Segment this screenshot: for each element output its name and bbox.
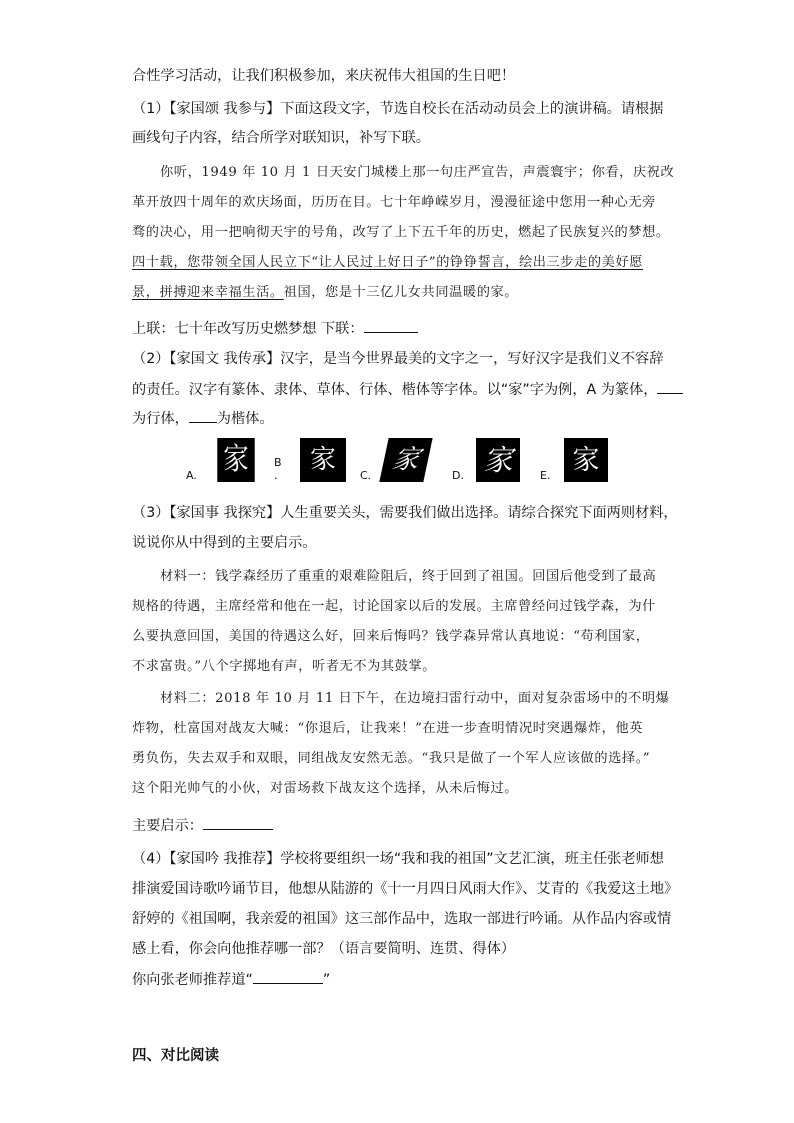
q1-prompt-line-2: 画线句子内容，结合所学对联知识，补写下联。 (132, 130, 430, 146)
inspiration-prefix: 主要启示： (132, 818, 203, 834)
q2-prompt-line-1: （2）【家国文 我传承】汉字，是当今世界最美的文字之一，写好汉字是我们义不容辞 (132, 351, 664, 367)
intro-line: 合性学习活动，让我们积极参加，来庆祝伟大祖国的生日吧！ (132, 68, 516, 84)
couplet-prefix: 上联：七十年改写历史燃梦想 下联： (132, 321, 364, 337)
q2-prompt-line-3 (132, 408, 274, 429)
material2-line-4: 这个阳光帅气的小伙，对雷场救下战友这个选择，从未后悔过。 (132, 781, 519, 796)
material1-line-4: 不求富贵。”八个字掷地有声，听者无不为其鼓掌。 (132, 659, 437, 674)
q1-answer-line (132, 318, 418, 339)
material1-line-1: 材料一：钱学森经历了重重的艰难险阻后，终于回到了祖国。回国后他受到了最高 (160, 569, 657, 584)
seal-script-glyph: 家 (217, 438, 254, 482)
clerical-script-glyph: 家 (300, 438, 346, 482)
option-d-label: D. (452, 469, 464, 482)
section-heading: 四、对比阅读 (132, 1048, 219, 1064)
speech-line-5 (132, 283, 518, 303)
regular-script-glyph: 家 (564, 438, 608, 482)
material2-line-2: 炸物，杜富国对战友大喊：“你退后，让我来！”在进一步查明情况时突遇爆炸，他英 (132, 721, 644, 736)
material1-line-3: 么要执意回国，美国的待遇这么好，回来后悔吗？钱学森异常认真地说：“苟利国家， (132, 629, 650, 644)
cursive-script-glyph: 家 (379, 438, 432, 482)
speech-underlined-segment: 景，拼搏迎来幸福生活。 (132, 285, 284, 300)
q2-line3-end: 为楷体。 (216, 411, 274, 427)
q4-prompt-line-4: 感上看，你会向他推荐哪一部？（语言要简明、连贯、得体） (132, 941, 516, 957)
running-script-glyph: 家 (476, 438, 520, 482)
option-a-label: A. (186, 469, 197, 482)
speech-line-1: 你听，1949 年 10 月 1 日天安门城楼上那一句庄严宣告，声震寰宇；你看，庆祝改 (160, 165, 675, 180)
option-b-label: B . (274, 456, 282, 482)
recommend-answer-blank[interactable] (253, 969, 323, 984)
q4-prompt-line-3: 舒婷的《祖国啊，我亲爱的祖国》这三部作品中，选取一部进行吟诵。从作品内容或情 (132, 911, 672, 927)
option-c-label: C. (360, 469, 372, 482)
xingti-answer-blank[interactable] (657, 379, 683, 394)
inspiration-answer-blank[interactable] (203, 815, 273, 830)
recommend-prefix: 你向张老师推荐道“ (132, 972, 253, 988)
q4-prompt-line-1: （4）【家国吟 我推荐】学校将要组织一场“我和我的祖国”文艺汇演，班主任张老师想 (132, 851, 664, 867)
speech-line-4-underlined: 四十载，您带领全国人民立下“让人民过上好日子”的铮铮誓言，绘出三步走的美好愿 (132, 255, 644, 270)
q3-prompt-line-1: （3）【家国事 我探究】人生重要关头，需要我们做出选择。请综合探究下面两则材料， (132, 505, 678, 521)
material2-line-3: 勇负伤，失去双手和双眼，同组战友安然无恙。“我只是做了一个军人应该做的选择。” (132, 751, 651, 766)
material2-line-1: 材料二：2018 年 10 月 11 日下午，在边境扫雷行动中，面对复杂雷场中的不明爆 (160, 691, 670, 706)
option-e-label: E. (540, 469, 551, 482)
q3-prompt-line-2: 说说你从中得到的主要启示。 (132, 535, 317, 551)
font-style-options (186, 438, 626, 484)
q1-prompt-line-1: （1）【家国颂 我参与】下面这段文字，节选自校长在活动动员会上的演讲稿。请根据 (132, 101, 664, 117)
material1-line-2: 规格的待遇，主席经常和他在一起，讨论国家以后的发展。主席曾经问过钱学森，为什 (132, 599, 656, 614)
speech-line-3: 骛的决心，用一把响彻天宇的号角，改写了上下五千年的历史，燃起了民族复兴的梦想。 (132, 225, 670, 240)
speech-rest: 祖国，您是十三亿儿女共同温暖的家。 (283, 285, 519, 300)
q2-line2-text: 的责任。汉字有篆体、隶体、草体、行体、楷体等字体。以“家”字为例，A 为篆体， (132, 382, 658, 398)
couplet-answer-blank[interactable] (364, 318, 418, 333)
q3-answer-line (132, 815, 273, 836)
q4-prompt-line-2: 排演爱国诗歌吟诵节目，他想从陆游的《十一月四日风雨大作》、艾青的《我爱这土地》 (132, 881, 679, 897)
recommend-suffix: ” (322, 972, 331, 988)
speech-line-2: 革开放四十周年的欢庆场面，历历在目。七十年峥嵘岁月，漫漫征途中您用一种心无旁 (132, 195, 656, 210)
q4-answer-line (132, 969, 330, 990)
q2-prompt-line-2 (132, 379, 683, 400)
kaiti-answer-blank[interactable] (189, 408, 217, 423)
q2-line3-text: 为行体， (132, 411, 189, 427)
